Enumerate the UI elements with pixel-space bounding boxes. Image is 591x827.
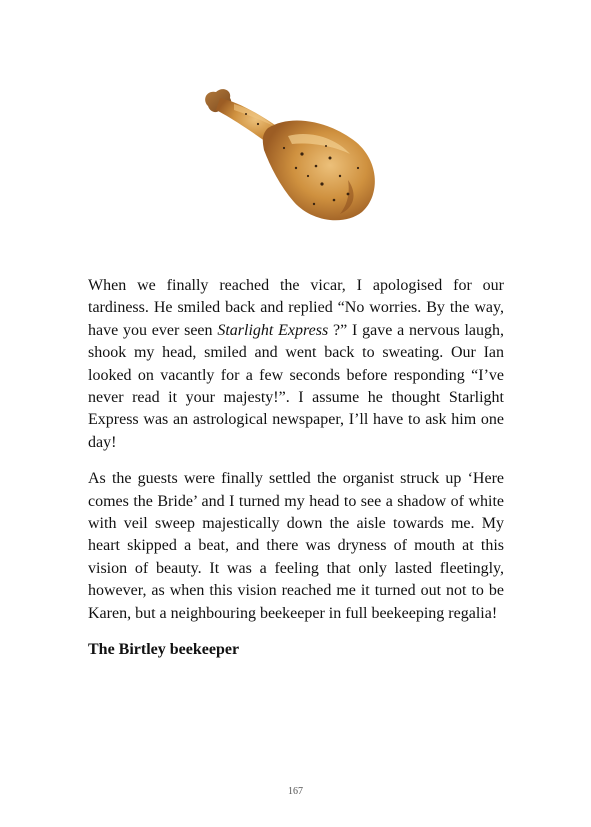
chicken-drumstick-illustration [198, 84, 384, 226]
paragraph-1: When we finally reached the vicar, I apologised for our tardiness. He smiled back and replied “No worries. By the way, have you ever seen Starlight Express ?” I gave a nervous laugh, shook my head, smiled and went back to sweating. Our Ian looked on vacantly for a few seconds before responding “I’ve never read it your majesty!”. I assume he thought Starlight Express was an astrological newspaper, I’ll have to ask him one day! [88, 277, 505, 451]
chicken-drumstick-icon [198, 84, 384, 226]
section-heading: The Birtley beekeeper [88, 641, 240, 659]
body-text [88, 275, 504, 676]
page-number: 167 [288, 786, 303, 797]
italic-title: Starlight Express [217, 321, 329, 339]
paragraph-2: As the guests were finally settled the organist struck up ‘Here comes the Bride’ and I turned my head to see a shadow of white with veil sweep majestically down the aisle towards me. My heart skipped a beat, and there was dryness of mouth at this vision of beauty. It was a feeling that only lasted fleetingly, however, as when this vision reached me it turned out not to be Karen, but a neighbouring beekeeper in full beekeeping regalia! [88, 470, 504, 622]
